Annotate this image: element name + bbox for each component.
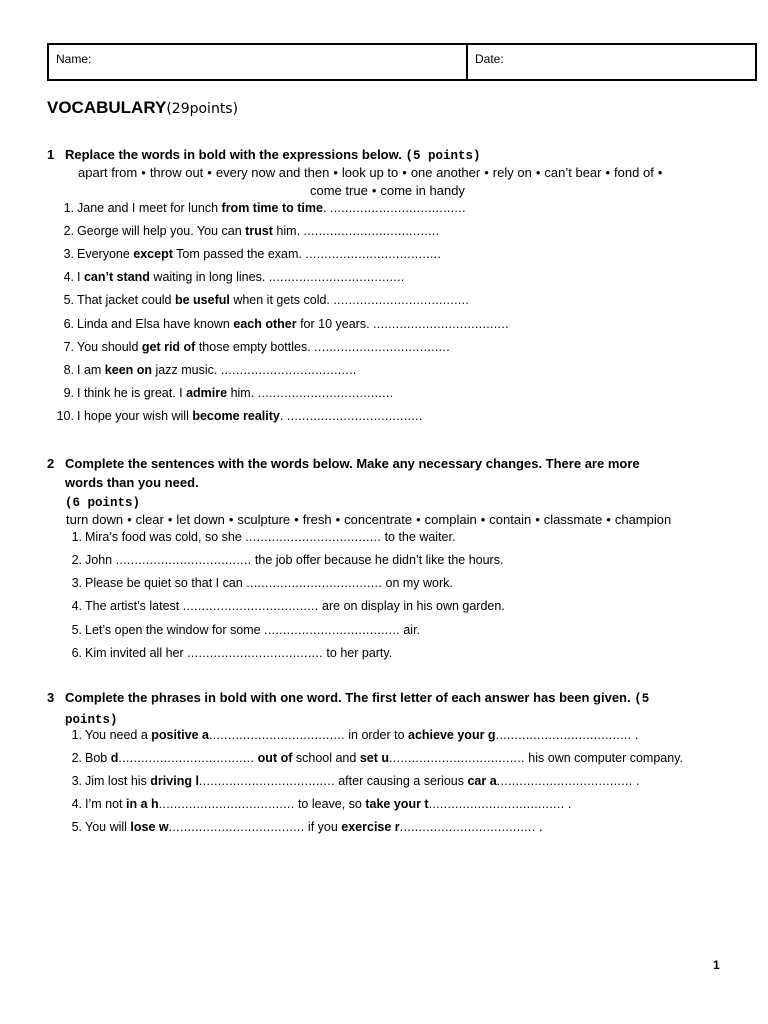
- answer-blank: ....................................: [257, 386, 394, 400]
- item-bold-phrase: except: [133, 247, 173, 261]
- bank-word: clear: [135, 512, 164, 527]
- exercise-item: [60, 575, 453, 591]
- answer-blank: ....................................: [198, 774, 335, 788]
- item-bold-phrase: car a: [467, 774, 497, 788]
- answer-blank: ....................................: [286, 409, 423, 423]
- item-text: .: [322, 201, 330, 215]
- answer-blank: ....................................: [495, 728, 632, 742]
- item-bold-phrase: admire: [186, 386, 228, 400]
- exercise-item: [52, 408, 423, 424]
- item-bold-phrase: achieve your g: [408, 728, 496, 742]
- item-text: his own computer company.: [524, 751, 684, 765]
- answer-blank: ....................................: [496, 774, 633, 788]
- item-number: 4.: [71, 599, 82, 613]
- bank-word: let down: [176, 512, 225, 527]
- item-number: 10.: [56, 409, 74, 423]
- item-text: I think he is great. I: [77, 386, 187, 400]
- exercise-item: [52, 316, 509, 332]
- item-text: .: [632, 774, 640, 788]
- answer-blank: ....................................: [264, 623, 400, 637]
- item-text: You need a: [85, 728, 152, 742]
- item-text: are on display in his own garden.: [318, 599, 505, 613]
- answer-blank: ....................................: [428, 797, 565, 811]
- title-main: VOCABULARY: [47, 98, 167, 117]
- item-bold-phrase: take your t: [365, 797, 429, 811]
- item-bold-phrase: out of: [257, 751, 293, 765]
- name-label: Name:: [49, 45, 468, 79]
- answer-blank: ....................................: [208, 728, 345, 742]
- item-number: 3.: [71, 576, 82, 590]
- item-number: 1.: [63, 201, 74, 215]
- item-number: 3.: [63, 247, 74, 261]
- date-label: Date:: [475, 52, 504, 66]
- item-number: 4.: [71, 797, 82, 811]
- item-text: the job offer because he didn’t like the hours.: [251, 553, 504, 567]
- exercise-item: [60, 773, 639, 789]
- exercise-item: [60, 622, 420, 638]
- answer-blank: ....................................: [168, 820, 305, 834]
- answer-blank: ....................................: [182, 599, 319, 613]
- answer-blank: ....................................: [245, 530, 382, 544]
- item-text: school and: [292, 751, 360, 765]
- item-bold-phrase: exercise r: [341, 820, 400, 834]
- exercise-item: [60, 796, 571, 812]
- bank-word: concentrate: [344, 512, 413, 527]
- item-text: Jim lost his: [85, 774, 151, 788]
- item-text: to her party.: [322, 646, 393, 660]
- answer-blank: ....................................: [399, 820, 536, 834]
- item-text: after causing a serious: [334, 774, 468, 788]
- item-bold-phrase: keen on: [104, 363, 153, 377]
- exercise-item: [60, 727, 638, 743]
- item-number: 5.: [71, 623, 82, 637]
- item-bold-phrase: trust: [245, 224, 273, 238]
- bank-word: fresh: [302, 512, 332, 527]
- answer-blank: ....................................: [333, 293, 470, 307]
- section-number: 1: [47, 147, 55, 162]
- exercise-item: [60, 819, 542, 835]
- bank-word: can’t bear: [544, 165, 602, 180]
- exercise-item: [52, 292, 469, 308]
- answer-blank: ....................................: [115, 553, 252, 567]
- item-text: to the waiter.: [381, 530, 456, 544]
- item-number: 6.: [63, 317, 74, 331]
- answer-blank: ....................................: [389, 751, 525, 765]
- item-text: air.: [399, 623, 421, 637]
- item-text: him.: [227, 386, 258, 400]
- answer-blank: ....................................: [373, 317, 509, 331]
- title-points: (29points): [166, 101, 239, 117]
- section-instruction-cont: words than you need.: [65, 475, 199, 490]
- item-number: 4.: [63, 270, 74, 284]
- exercise-item: [52, 246, 441, 262]
- word-bank-1-line1: apart from • throw out • every now and then • look up to • one another • rely on • can’t bear • fond of •: [78, 165, 663, 180]
- item-bold-phrase: each other: [233, 317, 297, 331]
- item-text: waiting in long lines.: [149, 270, 269, 284]
- exercise-item: [60, 645, 392, 661]
- item-bold-phrase: be useful: [174, 293, 230, 307]
- bank-word: come in handy: [380, 183, 465, 198]
- item-text: jazz music.: [152, 363, 221, 377]
- answer-blank: ....................................: [303, 224, 440, 238]
- item-text: in order to: [344, 728, 409, 742]
- answer-blank: ....................................: [314, 340, 450, 354]
- bank-word: champion: [614, 512, 672, 527]
- bank-word: throw out: [149, 165, 204, 180]
- item-number: 5.: [71, 820, 82, 834]
- item-text: I’m not: [85, 797, 126, 811]
- item-text: The artist’s latest: [85, 599, 183, 613]
- answer-blank: ....................................: [220, 363, 357, 377]
- section-points: (5: [634, 692, 650, 706]
- item-bold-phrase: become reality: [192, 409, 280, 423]
- item-text: Kim invited all her: [85, 646, 188, 660]
- item-number: 1.: [71, 530, 82, 544]
- answer-blank: ....................................: [187, 646, 323, 660]
- item-text: George will help you. You can: [77, 224, 246, 238]
- item-bold-phrase: can’t stand: [83, 270, 150, 284]
- item-text: if you: [304, 820, 342, 834]
- item-text: .: [535, 820, 543, 834]
- bank-word: classmate: [543, 512, 603, 527]
- item-bold-phrase: in a h: [126, 797, 159, 811]
- item-text: on my work.: [382, 576, 453, 590]
- item-bold-phrase: set u: [359, 751, 389, 765]
- section-number: 3: [47, 690, 55, 705]
- item-number: 6.: [71, 646, 82, 660]
- bank-word: come true: [310, 183, 368, 198]
- item-text: Everyone: [77, 247, 134, 261]
- section-points: (6 points): [65, 496, 141, 510]
- item-bold-phrase: from time to time: [221, 201, 323, 215]
- section-instruction: Complete the sentences with the words below. Make any necessary changes. There are more: [65, 456, 640, 471]
- section-1-heading: [47, 145, 737, 166]
- item-text: Bob: [85, 751, 111, 765]
- item-bold-phrase: positive a: [151, 728, 209, 742]
- section-number: 2: [47, 456, 55, 471]
- exercise-item: [60, 529, 455, 545]
- section-3-heading: [47, 688, 737, 730]
- exercise-item: [60, 750, 683, 766]
- item-text: .: [631, 728, 639, 742]
- item-text: You will: [85, 820, 131, 834]
- item-text: .: [564, 797, 572, 811]
- bank-word: sculpture: [237, 512, 291, 527]
- item-text: I am: [77, 363, 105, 377]
- item-number: 9.: [63, 386, 74, 400]
- exercise-item: [52, 385, 393, 401]
- item-text: those empty bottles.: [195, 340, 315, 354]
- item-bold-phrase: get rid of: [141, 340, 196, 354]
- exercise-item: [52, 362, 357, 378]
- item-text: when it gets cold.: [229, 293, 334, 307]
- answer-blank: ....................................: [118, 751, 255, 765]
- bank-word: fond of: [614, 165, 654, 180]
- exercise-item: [52, 223, 439, 239]
- exercise-item: [52, 200, 466, 216]
- bank-word: one another: [410, 165, 481, 180]
- bank-word: contain: [489, 512, 532, 527]
- item-text: That jacket could: [77, 293, 175, 307]
- page-number: 1: [713, 958, 720, 972]
- item-number: 5.: [63, 293, 74, 307]
- section-points: (5 points): [405, 149, 481, 163]
- word-bank-1-line2: come true • come in handy: [310, 183, 465, 198]
- item-text: Linda and Elsa have known: [77, 317, 234, 331]
- item-bold-phrase: driving l: [150, 774, 199, 788]
- item-text: to leave, so: [294, 797, 366, 811]
- item-text: Please be quiet so that I can: [85, 576, 247, 590]
- answer-blank: ....................................: [305, 247, 442, 261]
- item-bold-phrase: lose w: [130, 820, 169, 834]
- item-number: 2.: [71, 553, 82, 567]
- item-text: him.: [272, 224, 304, 238]
- exercise-item: [52, 269, 405, 285]
- exercise-item: [60, 552, 503, 568]
- item-text: You should: [77, 340, 142, 354]
- item-number: 8.: [63, 363, 74, 377]
- item-text: I: [77, 270, 84, 284]
- answer-blank: ....................................: [268, 270, 405, 284]
- item-text: .: [279, 409, 287, 423]
- item-text: Tom passed the exam.: [172, 247, 306, 261]
- answer-blank: ....................................: [246, 576, 383, 590]
- item-number: 2.: [71, 751, 82, 765]
- item-number: 2.: [63, 224, 74, 238]
- item-text: John: [85, 553, 116, 567]
- item-bold-phrase: d: [110, 751, 119, 765]
- bank-word: apart from: [78, 165, 138, 180]
- header-table: [47, 43, 757, 81]
- word-bank-2: turn down • clear • let down • sculpture • fresh • concentrate • complain • contain • classmate • champion: [66, 512, 672, 527]
- bank-word: turn down: [66, 512, 124, 527]
- section-instruction: Complete the phrases in bold with one word. The first letter of each answer has been given.: [65, 690, 631, 705]
- item-text: I hope your wish will: [77, 409, 193, 423]
- exercise-item: [52, 339, 450, 355]
- exercise-item: [60, 598, 505, 614]
- page-title: [47, 98, 238, 118]
- section-2-heading: [47, 454, 737, 513]
- bank-word: look up to: [341, 165, 399, 180]
- bank-word: every now and then: [215, 165, 330, 180]
- item-number: 7.: [63, 340, 74, 354]
- item-number: 1.: [71, 728, 82, 742]
- section-points-cont: points): [65, 713, 118, 727]
- item-number: 3.: [71, 774, 82, 788]
- item-text: Jane and I meet for lunch: [77, 201, 222, 215]
- bank-word: complain: [424, 512, 477, 527]
- item-text: for 10 years.: [296, 317, 374, 331]
- item-text: Let’s open the window for some: [85, 623, 265, 637]
- section-instruction: Replace the words in bold with the expressions below.: [65, 147, 402, 162]
- bank-word: rely on: [492, 165, 532, 180]
- answer-blank: ....................................: [158, 797, 295, 811]
- answer-blank: ....................................: [329, 201, 466, 215]
- item-text: Mira’s food was cold, so she: [85, 530, 246, 544]
